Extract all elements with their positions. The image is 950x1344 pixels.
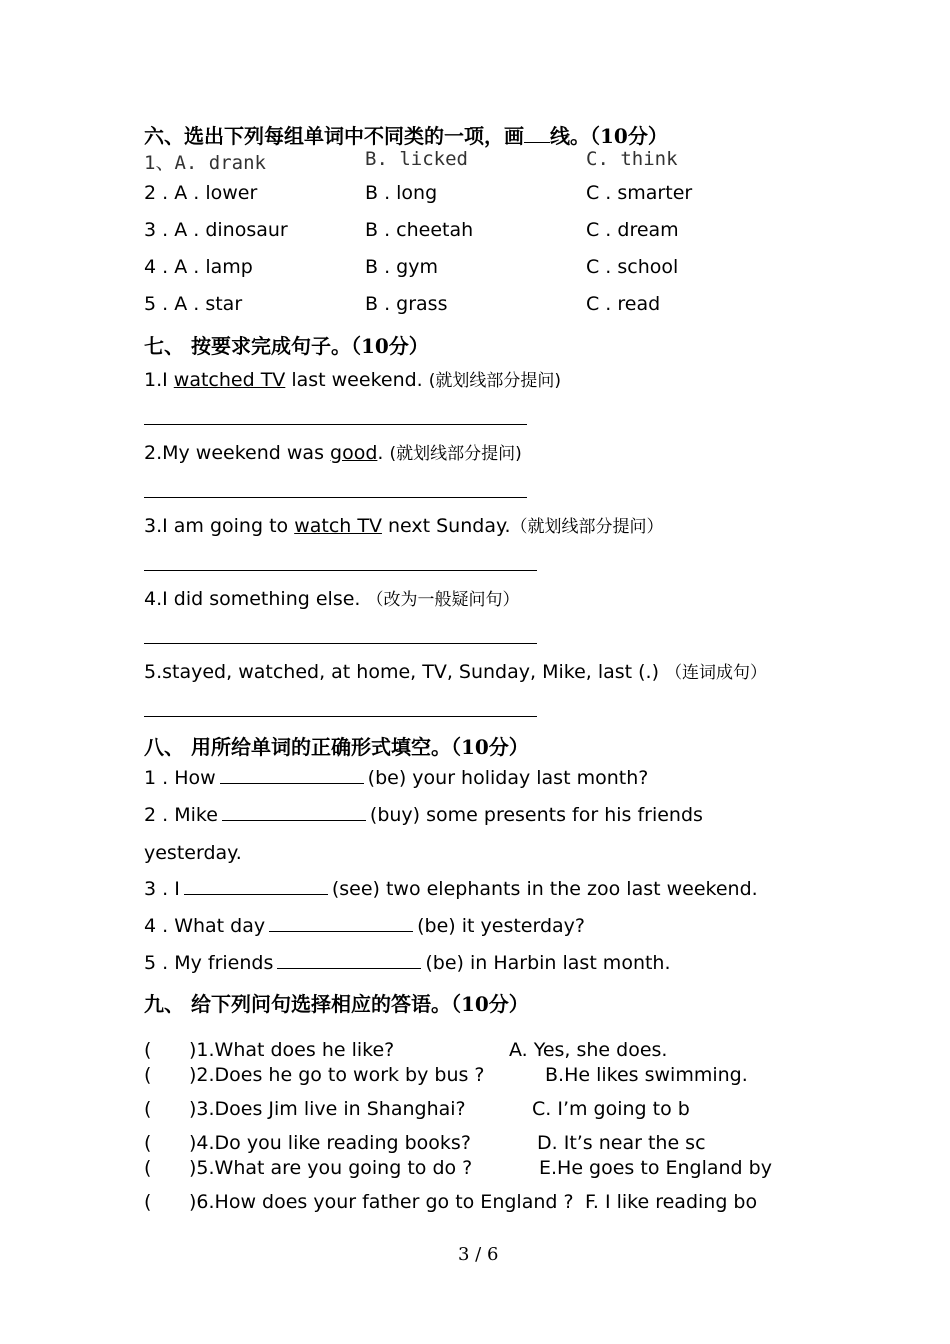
section-6-heading: 六、选出下列每组单词中不同类的一项，画 线。（10分）: [144, 124, 668, 148]
s6-row3-b: B . cheetah: [365, 219, 474, 241]
s6-row3-c: C . dream: [586, 219, 679, 241]
s9-question-6: )6.How does your father go to England ?: [189, 1191, 574, 1213]
s9-answer-d: D. It’s near the sc: [537, 1132, 706, 1154]
s6-row2-a: 2 . A . lower: [144, 182, 258, 204]
s8-question-5: 5 . My friends (be) in Harbin last month.: [144, 952, 671, 974]
s6-row1-b: B. licked: [365, 148, 468, 170]
fill-blank-4[interactable]: [269, 930, 413, 932]
s9-paren-3[interactable]: (: [144, 1098, 152, 1120]
s9-answer-b: B.He likes swimming.: [545, 1064, 748, 1086]
answer-line-1[interactable]: [144, 424, 527, 425]
s7-question-1: 1.I watched TV last weekend. (就划线部分提问): [144, 369, 562, 391]
s8-question-2-continued: yesterday.: [144, 842, 242, 864]
s6-row4-c: C . school: [586, 256, 679, 278]
s8-question-3: 3 . I (see) two elephants in the zoo last weekend.: [144, 878, 758, 900]
s6-row1-c: C. think: [586, 148, 678, 170]
s6-row5-a: 5 . A . star: [144, 293, 243, 315]
s6-row2-c: C . smarter: [586, 182, 693, 204]
section-8-heading: 八、 用所给单词的正确形式填空。（10分）: [144, 735, 529, 759]
s7-question-5: 5.stayed, watched, at home, TV, Sunday, Mike, last (.) （连词成句）: [144, 661, 768, 683]
s6-row5-c: C . read: [586, 293, 661, 315]
answer-line-5[interactable]: [144, 716, 537, 717]
fill-blank-3[interactable]: [184, 893, 328, 895]
page-number: 3 / 6: [458, 1244, 499, 1265]
s9-question-1: )1.What does he like?: [189, 1039, 395, 1061]
s6-row4-b: B . gym: [365, 256, 438, 278]
s7-question-2: 2.My weekend was good. (就划线部分提问): [144, 442, 522, 464]
s9-question-3: )3.Does Jim live in Shanghai?: [189, 1098, 466, 1120]
s9-question-4: )4.Do you like reading books?: [189, 1132, 471, 1154]
s8-question-1: 1 . How (be) your holiday last month?: [144, 767, 649, 789]
s9-answer-e: E.He goes to England by: [539, 1157, 772, 1179]
s9-answer-f: F. I like reading bo: [585, 1191, 758, 1213]
s6-row4-a: 4 . A . lamp: [144, 256, 253, 278]
answer-line-4[interactable]: [144, 643, 537, 644]
s9-question-2: )2.Does he go to work by bus ?: [189, 1064, 485, 1086]
underline-mark: [524, 141, 550, 143]
fill-blank-2[interactable]: [222, 819, 366, 821]
section-9-heading: 九、 给下列问句选择相应的答语。（10分）: [144, 992, 529, 1016]
s9-answer-c: C. I’m going to b: [532, 1098, 690, 1120]
fill-blank-5[interactable]: [277, 967, 421, 969]
s9-paren-5[interactable]: (: [144, 1157, 152, 1179]
answer-line-3[interactable]: [144, 570, 537, 571]
fill-blank-1[interactable]: [220, 782, 364, 784]
s9-question-5: )5.What are you going to do ?: [189, 1157, 473, 1179]
s7-question-3: 3.I am going to watch TV next Sunday.（就划线部分提问）: [144, 515, 664, 537]
s6-row1-a: 1、A. drank: [144, 152, 266, 174]
s6-row2-b: B . long: [365, 182, 438, 204]
s9-paren-4[interactable]: (: [144, 1132, 152, 1154]
s9-paren-2[interactable]: (: [144, 1064, 152, 1086]
answer-line-2[interactable]: [144, 497, 527, 498]
s9-paren-6[interactable]: (: [144, 1191, 152, 1213]
s7-question-4: 4.I did something else. （改为一般疑问句）: [144, 588, 520, 610]
s8-question-2: 2 . Mike (buy) some presents for his friends: [144, 804, 703, 826]
s8-question-4: 4 . What day (be) it yesterday?: [144, 915, 585, 937]
s9-answer-a: A. Yes, she does.: [509, 1039, 668, 1061]
s6-row5-b: B . grass: [365, 293, 448, 315]
section-7-heading: 七、 按要求完成句子。（10分）: [144, 334, 429, 358]
s9-paren-1[interactable]: (: [144, 1039, 152, 1061]
s6-row3-a: 3 . A . dinosaur: [144, 219, 288, 241]
